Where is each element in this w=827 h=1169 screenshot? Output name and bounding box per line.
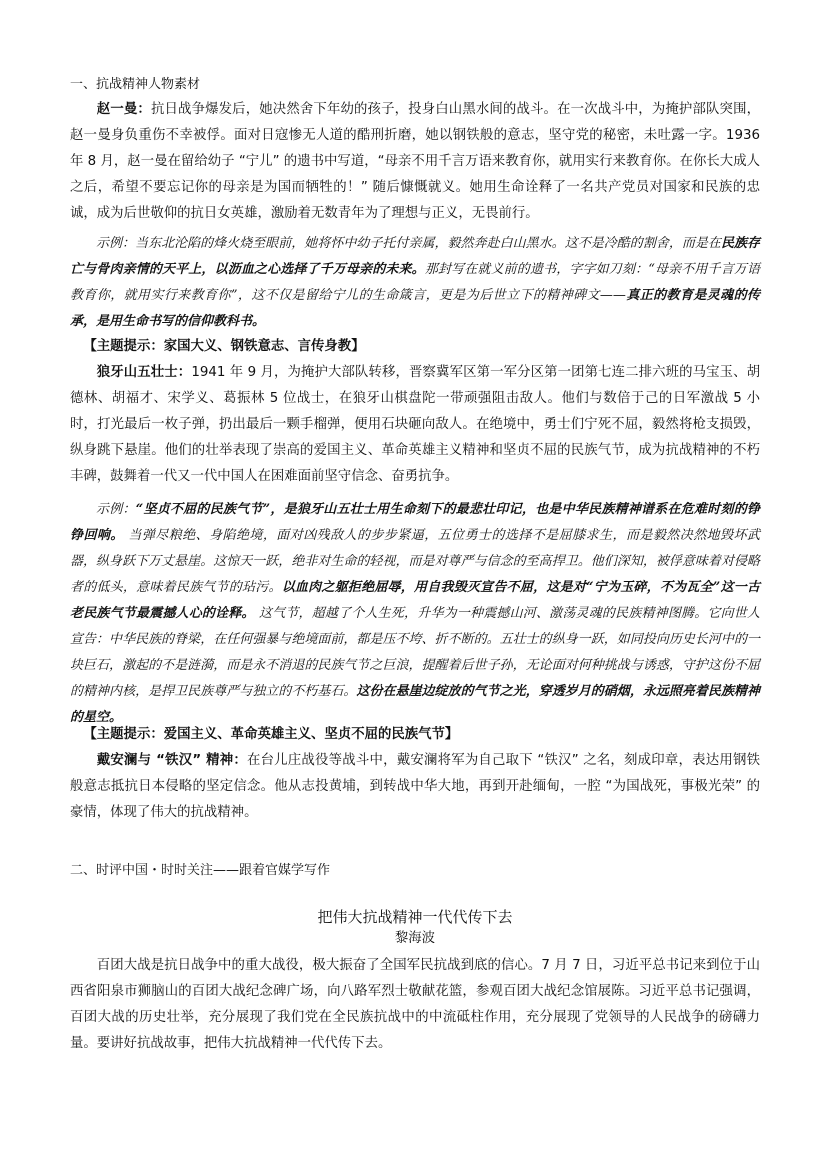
zhao-example-emphasis-2: 真正的教育是灵魂的传承，是用生命书写的信仰教科书。 bbox=[70, 288, 760, 329]
zhao-example-text-1: 示例：当东北沦陷的烽火烧至眼前，她将怀中幼子托付亲属，毅然奔赴白山黑水。这不是冷酷的割舍，而是在 bbox=[96, 236, 721, 251]
section-1-heading: 一、抗战精神人物素材 bbox=[70, 77, 201, 92]
langya-theme-hint: 【主题提示：爱国主义、革命英雄主义、坚贞不屈的民族气节】 bbox=[83, 727, 459, 742]
zhao-theme-hint: 【主题提示：家国大义、钢铁意志、言传身教】 bbox=[83, 339, 365, 354]
zhao-example-emphasis-1: 民族存亡与骨肉亲情的天平上，以沥血之心选择了千万母亲的未来。 bbox=[70, 236, 760, 277]
section-2-heading: 二、时评中国・时时关注——跟着官媒学写作 bbox=[70, 863, 331, 878]
langya-example-emphasis-3: 这份在悬崖边绽放的气节之光，穿透岁月的硝烟，永远照亮着民族精神的星空。 bbox=[70, 684, 760, 725]
zhao-yiman-name: 赵一曼： bbox=[96, 102, 151, 117]
zhao-example-text-2: 那封写在就义前的遗书，字字如刀刻：“母亲不用千言万语教育你，就用实行来教育你”，这不仅是留给宁儿的生命箴言，更是为后世立下的精神碑文—— bbox=[70, 262, 760, 303]
article-paragraph: 百团大战是抗日战争中的重大战役，极大振奋了全国军民抗战到底的信心。7 月 7 日，习近平总书记来到位于山西省阳泉市狮脑山的百团大战纪念碑广场，向八路军烈士敬献花篮，参观百团大战纪念馆展陈。习近平总书记强调，百团大战的历史壮举，充分展现了我们党在全民族抗战中的中流砥柱作用，充分展现了党领导的人民战争的磅礴力量。要讲好抗战故事，把伟大抗战精神一代代传下去。 bbox=[70, 958, 760, 1051]
langya-example bbox=[70, 497, 760, 731]
langya-text: 1941 年 9 月，为掩护大部队转移，晋察冀军区第一军分区第一团第七连二排六班的马宝玉、胡德林、胡福才、宋学义、葛振林 5 位战士，在狼牙山棋盘陀一带顽强阻击敌人。他们与数倍于己的日军激战 5 小时，打光最后一枚子弹，扔出最后一颗手榴弹，便用石块砸向敌人。在绝境中，勇士们宁死不屈，毅然将枪支损毁，纵身跳下悬崖。他们的壮举表现了崇高的爱国主义、革命英雄主义精神和坚贞不屈的民族气节，成为抗战精神的不朽丰碑，鼓舞着一代又一代中国人在困难面前坚守信念、奋勇抗争。 bbox=[70, 365, 761, 484]
langya-example-text-2: 这气节，超越了个人生死，升华为一种震撼山河、激荡灵魂的民族精神图腾。它向世人宣告：中华民族的脊梁，在任何强暴与绝境面前，都是压不垮、折不断的。五壮士的纵身一跃，如同投向历史长河中的一块巨石，激起的不是涟漪，而是永不消退的民族气节之巨浪，提醒着后世子孙，无论面对何种挑战与诱惑，守护这份不屈的精神内核，是捍卫民族尊严与独立的不朽基石。 bbox=[70, 606, 760, 699]
dai-anlan-paragraph bbox=[70, 748, 760, 826]
langya-name: 狼牙山五壮士： bbox=[96, 365, 192, 380]
langya-example-label: 示例： bbox=[96, 502, 136, 517]
article-author: 黎海波 bbox=[394, 931, 436, 946]
zhao-yiman-text: 抗日战争爆发后，她决然舍下年幼的孩子，投身白山黑水间的战斗。在一次战斗中，为掩护部队突围，赵一曼身负重伤不幸被俘。面对日寇惨无人道的酷刑折磨，她以钢铁般的意志，坚守党的秘密，未吐露一字。1936 年 8 月，赵一曼在留给幼子 “宁儿” 的遗书中写道，“母亲不用千言万语来教育你，就用实行来教育你。在你长大成人之后，希望不要忘记你的母亲是为国而牺牲的！” 随后慷慨就义。她用生命诠释了一名共产党员对国家和民族的忠诚，成为后世敬仰的抗日女英雄，激励着无数青年为了理想与正义，无畏前行。 bbox=[70, 102, 761, 221]
dai-anlan-name: 戴安澜与 “铁汉” 精神： bbox=[96, 753, 247, 768]
zhao-yiman-paragraph bbox=[70, 97, 760, 227]
langya-example-text-1: 当弹尽粮绝、身陷绝境，面对凶残敌人的步步紧逼，五位勇士的选择不是屈膝求生，而是毅然决然地毁坏武器，纵身跃下万丈悬崖。这惊天一跃，绝非对生命的轻视，而是对尊严与信念的至高捍卫。他们深知，被俘意味着对侵略者的低头，意味着民族气节的玷污。 bbox=[70, 528, 760, 595]
langya-paragraph bbox=[70, 360, 760, 490]
langya-example-emphasis-1: “坚贞不屈的民族气节”，是狼牙山五壮士用生命刻下的最悲壮印记，也是中华民族精神谱系在危难时刻的铮铮回响。 bbox=[70, 502, 760, 543]
article-title: 把伟大抗战精神一代代传下去 bbox=[317, 908, 513, 926]
zhao-yiman-example bbox=[70, 231, 760, 335]
langya-example-emphasis-2: 以血肉之躯拒绝屈辱，用自我毁灭宣告不屈，这是对“宁为玉碎，不为瓦全”这一古老民族气节最震撼人心的诠释。 bbox=[70, 580, 760, 621]
dai-anlan-text: 在台儿庄战役等战斗中，戴安澜将军为自己取下 “铁汉” 之名，刻成印章，表达用钢铁般意志抵抗日本侵略的坚定信念。他从志投黄埔，到转战中华大地，再到开赴缅甸，一腔 “为国战死，事极光荣” 的豪情，体现了伟大的抗战精神。 bbox=[70, 753, 760, 820]
